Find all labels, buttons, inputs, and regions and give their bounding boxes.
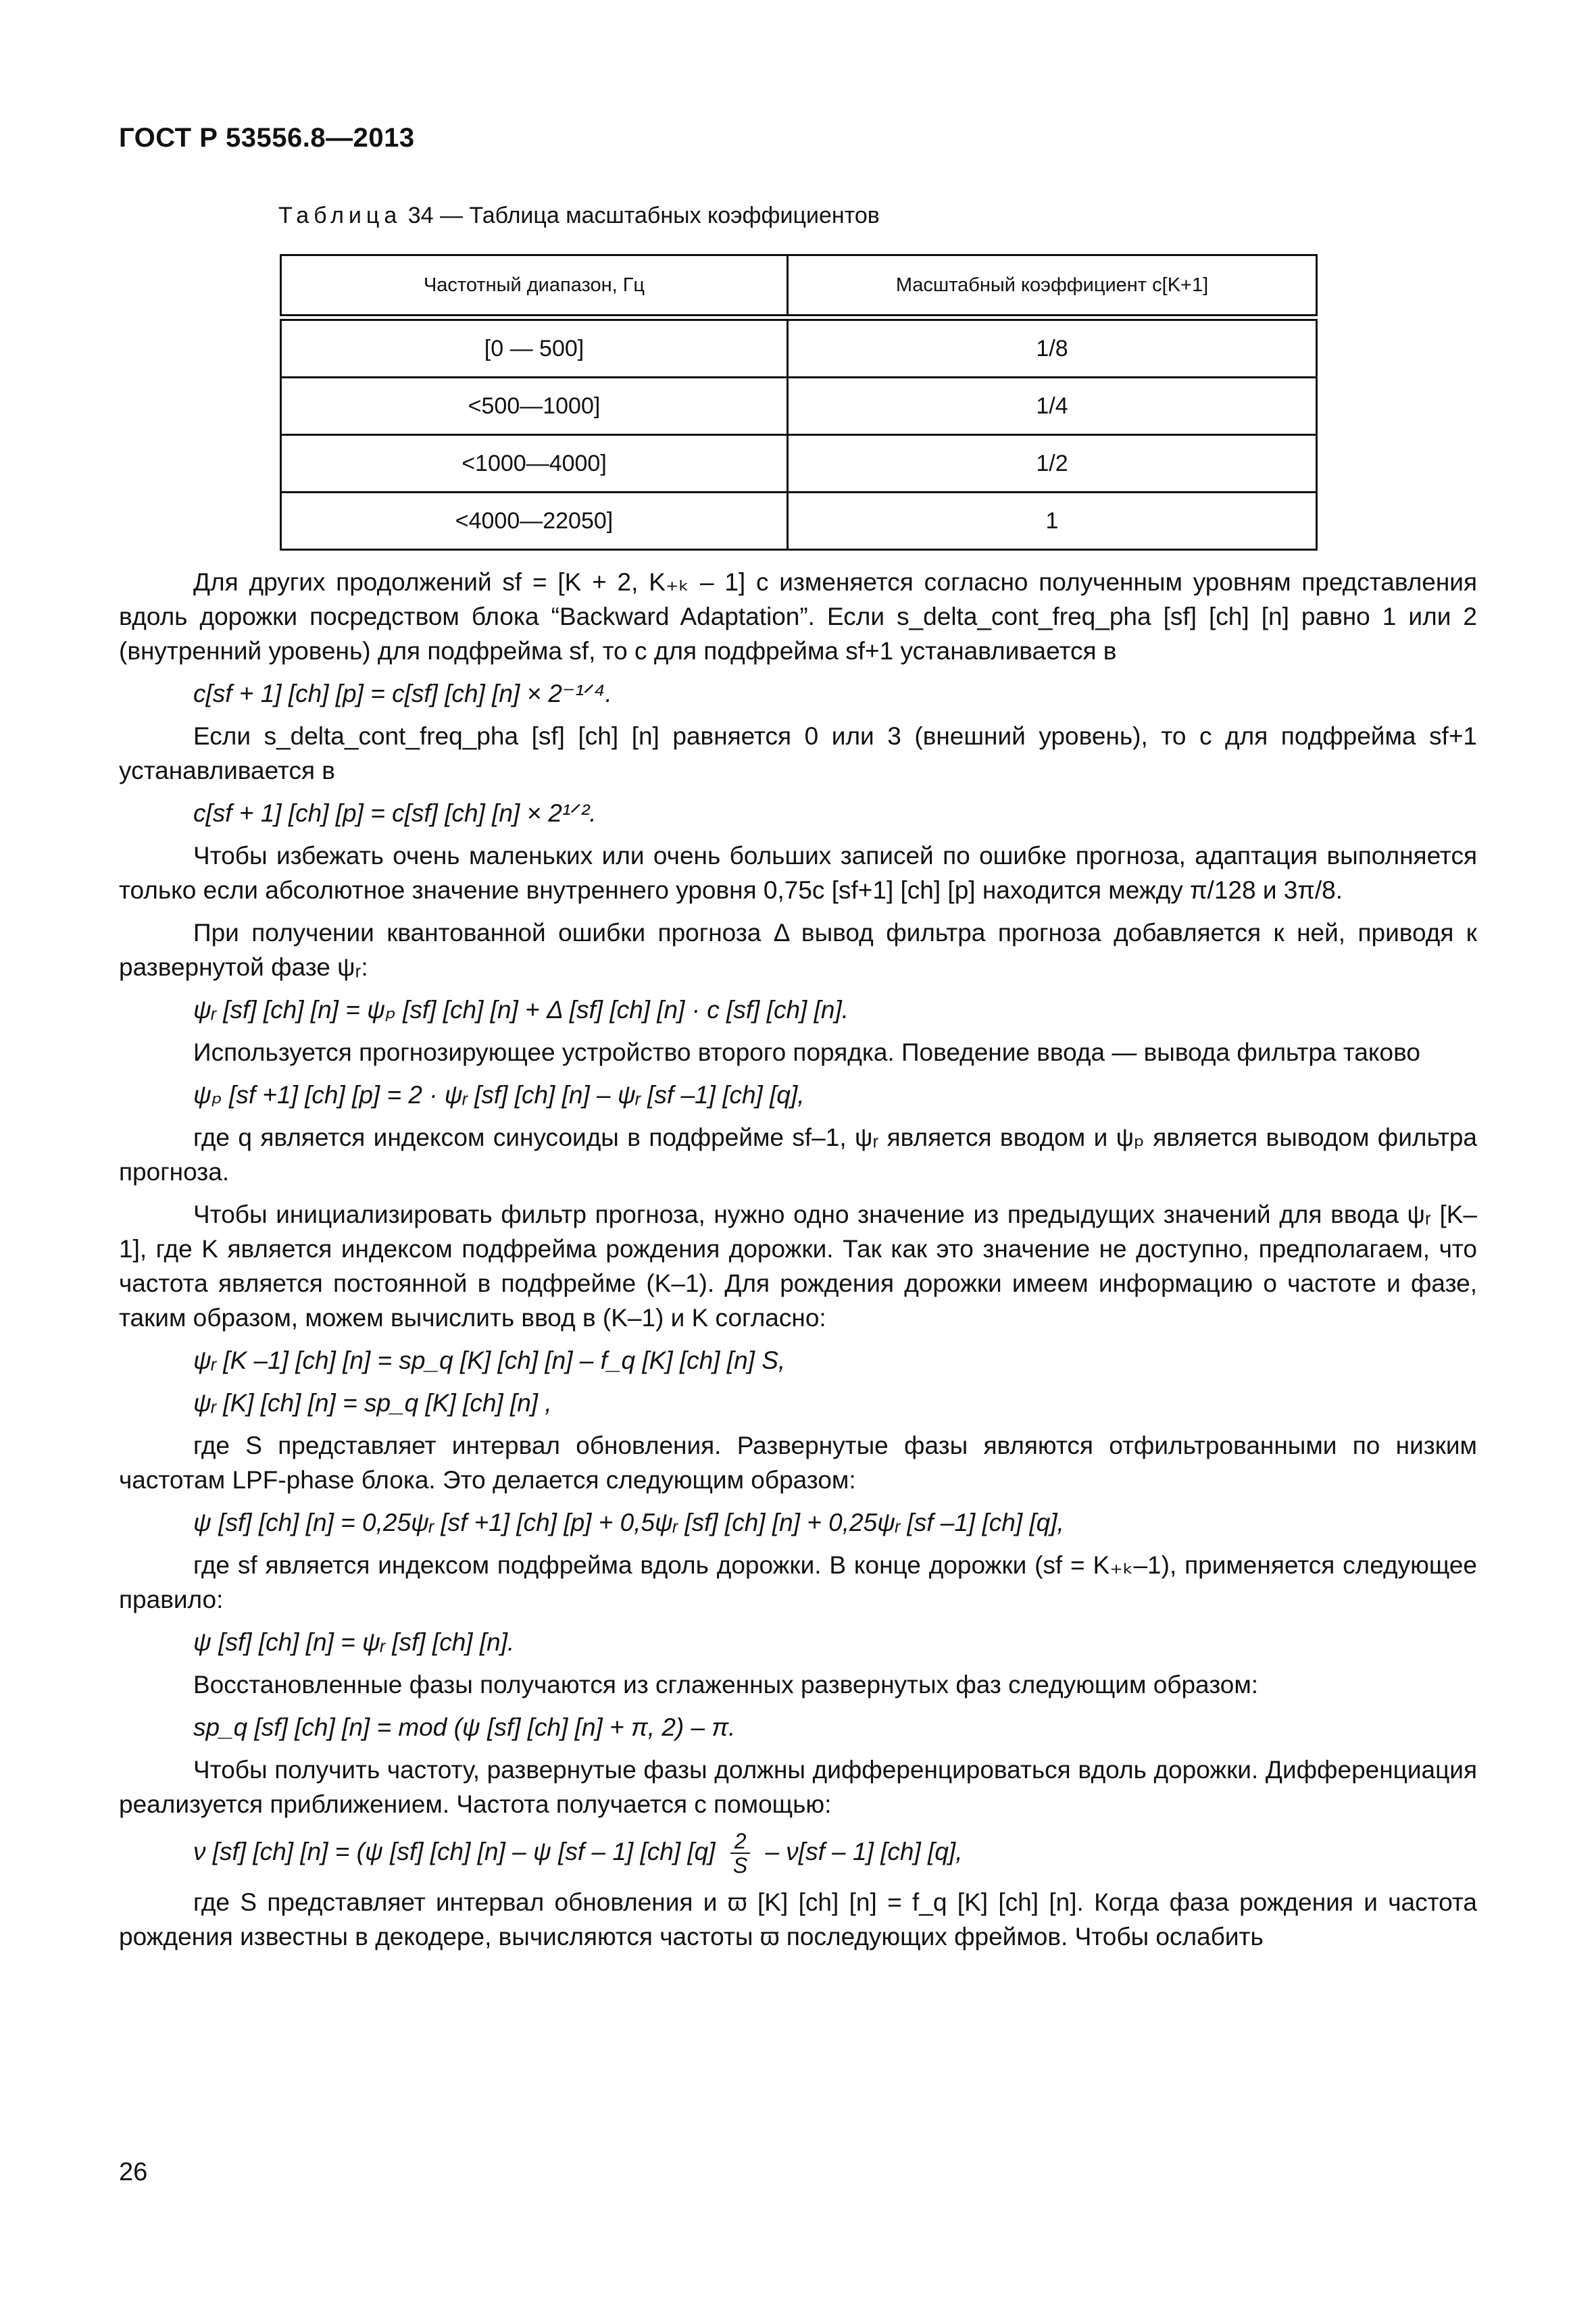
page-number: 26 bbox=[119, 2158, 148, 2186]
paragraph: Чтобы инициализировать фильтр прогноза, нужно одно значение из предыдущих значений для ввода ψᵣ [K–1], где K является индексом подфрейма рождения дорожки. Так как это значение не доступно, предполагаем, что частота является постоянной в подфрейме (K–1). Для рождения дорожки имеем информацию о частоте и фазе, таким образом, можем вычислить ввод в (K–1) и K согласно: bbox=[119, 1201, 1477, 1332]
paragraph: Если s_delta_cont_freq_pha [sf] [ch] [n] равняется 0 или 3 (внешний уровень), то c для подфрейма sf+1 устанавливается в bbox=[119, 722, 1477, 784]
formula-right: – ν[sf – 1] [ch] [q], bbox=[765, 1837, 963, 1865]
header-frequency-range: Частотный диапазон, Гц bbox=[281, 255, 788, 318]
cell-scale-factor: 1/4 bbox=[788, 378, 1317, 435]
cell-frequency-range: <4000—22050] bbox=[281, 493, 788, 550]
paragraph: При получении квантованной ошибки прогноза Δ вывод фильтра прогноза добавляется к ней, приводя к развернутой фазе ψᵣ: bbox=[119, 919, 1477, 981]
header-scale-factor: Масштабный коэффициент c[K+1] bbox=[788, 255, 1317, 318]
formula-left: ν [sf] [ch] [n] = (ψ [sf] [ch] [n] – ψ [sf – 1] [ch] [q] bbox=[193, 1837, 716, 1865]
paragraph: где q является индексом синусоиды в подфрейме sf–1, ψᵣ является вводом и ψₚ является выводом фильтра прогноза. bbox=[119, 1124, 1477, 1186]
table-caption bbox=[278, 203, 880, 229]
body-text bbox=[119, 565, 1477, 1962]
table-row bbox=[281, 318, 1317, 378]
cell-frequency-range: <500—1000] bbox=[281, 378, 788, 435]
fraction-numerator: 2 bbox=[730, 1830, 750, 1854]
formula: c[sf + 1] [ch] [p] = c[sf] [ch] [n] × 2¹ᐟ². bbox=[193, 799, 597, 827]
formula: ψᵣ [sf] [ch] [n] = ψₚ [sf] [ch] [n] + Δ [sf] [ch] [n] · c [sf] [ch] [n]. bbox=[193, 996, 849, 1024]
formula: ψₚ [sf +1] [ch] [p] = 2 · ψᵣ [sf] [ch] [n] – ψᵣ [sf –1] [ch] [q], bbox=[193, 1081, 805, 1109]
formula: ψᵣ [K –1] [ch] [n] = sp_q [K] [ch] [n] – f_q [K] [ch] [n] S, bbox=[193, 1347, 786, 1374]
table-row bbox=[281, 435, 1317, 493]
paragraph: Для других продолжений sf = [K + 2, K₊ₖ – 1] c изменяется согласно полученным уровням представления вдоль дорожки посредством блока “Backward Adaptation”. Если s_delta_cont_freq_pha [sf] [ch] [n] равно 1 или 2 (внутренний уровень) для подфрейма sf, то c для подфрейма sf+1 устанавливается в bbox=[119, 568, 1477, 665]
fraction bbox=[730, 1830, 750, 1877]
paragraph: где S представляет интервал обновления. Развернутые фазы являются отфильтрованными по низким частотам LPF-phase блока. Это делается следующим образом: bbox=[119, 1432, 1477, 1494]
table-caption-title: 34 — Таблица масштабных коэффициентов bbox=[401, 203, 880, 228]
standard-header: ГОСТ Р 53556.8—2013 bbox=[119, 123, 415, 153]
formula: sp_q [sf] [ch] [n] = mod (ψ [sf] [ch] [n] + π, 2) – π. bbox=[193, 1713, 736, 1741]
table-caption-word: Таблица bbox=[278, 203, 402, 228]
paragraph: Восстановленные фазы получаются из сглаженных развернутых фаз следующим образом: bbox=[193, 1671, 1259, 1699]
paragraph: Используется прогнозирующее устройство второго порядка. Поведение ввода — вывода фильтра таково bbox=[193, 1038, 1420, 1066]
cell-frequency-range: [0 — 500] bbox=[281, 318, 788, 378]
formula: ψ [sf] [ch] [n] = 0,25ψᵣ [sf +1] [ch] [p] + 0,5ψᵣ [sf] [ch] [n] + 0,25ψᵣ [sf –1] [ch] [q], bbox=[193, 1509, 1064, 1536]
table-header-row bbox=[281, 255, 1317, 318]
cell-frequency-range: <1000—4000] bbox=[281, 435, 788, 493]
cell-scale-factor: 1/8 bbox=[788, 318, 1317, 378]
scale-factor-table bbox=[280, 254, 1318, 551]
table-row bbox=[281, 378, 1317, 435]
paragraph: где sf является индексом подфрейма вдоль дорожки. В конце дорожки (sf = K₊ₖ–1), применяется следующее правило: bbox=[119, 1551, 1477, 1613]
paragraph: Чтобы получить частоту, развернутые фазы должны дифференцироваться вдоль дорожки. Дифференциация реализуется приближением. Частота получается с помощью: bbox=[119, 1756, 1477, 1818]
formula: c[sf + 1] [ch] [p] = c[sf] [ch] [n] × 2⁻¹ᐟ⁴. bbox=[193, 680, 612, 707]
table-row bbox=[281, 493, 1317, 550]
fraction-denominator: S bbox=[732, 1853, 748, 1878]
cell-scale-factor: 1/2 bbox=[788, 435, 1317, 493]
paragraph: Чтобы избежать очень маленьких или очень больших записей по ошибке прогноза, адаптация выполняется только если абсолютное значение внутреннего уровня 0,75c [sf+1] [ch] [p] находится между π/128 и 3π/8. bbox=[119, 842, 1477, 904]
formula: ψᵣ [K] [ch] [n] = sp_q [K] [ch] [n] , bbox=[193, 1389, 552, 1417]
paragraph: где S представляет интервал обновления и ϖ [K] [ch] [n] = f_q [K] [ch] [n]. Когда фаза рождения и частота рождения известны в декодере, вычисляются частоты ϖ последующих фреймов. Чтобы ослабить bbox=[119, 1888, 1477, 1951]
frequency-formula bbox=[119, 1830, 1477, 1877]
formula: ψ [sf] [ch] [n] = ψᵣ [sf] [ch] [n]. bbox=[193, 1628, 515, 1656]
cell-scale-factor: 1 bbox=[788, 493, 1317, 550]
